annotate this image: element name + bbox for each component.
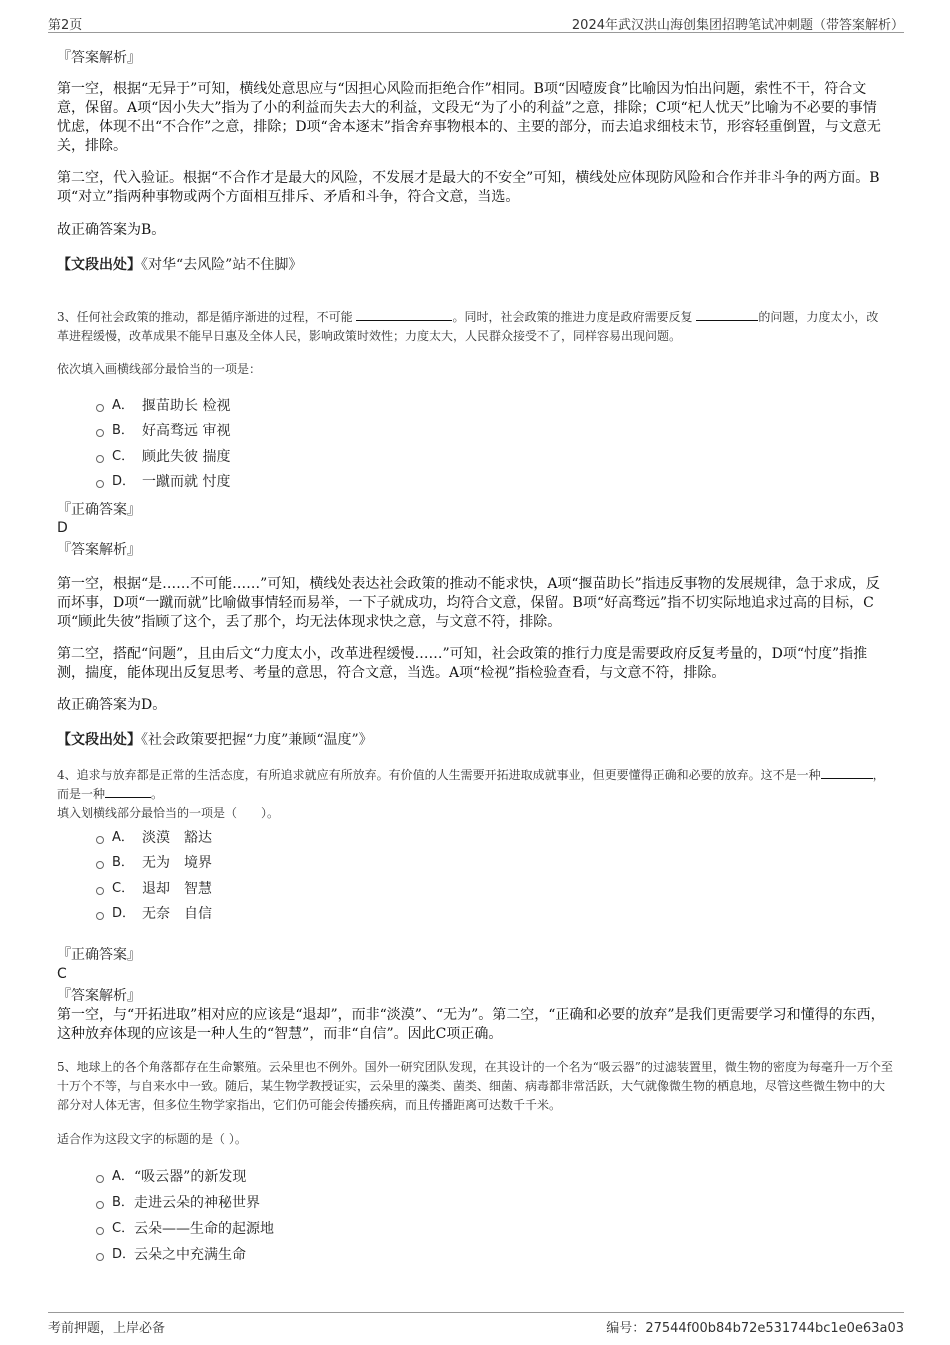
source-title: 《社会政策要把握“力度”兼顾“温度”》 [141,732,373,748]
q2-explain-p1: 第一空，根据“无异于”可知，横线处意思应与“因担心风险而拒绝合作”相同。B项“因噎废食”比喻因为怕出问题，索性不干，符合文意，保留。A项“因小失大”指为了小的利益而失去大的利益，文段无“为了小的利益”之意，排除；C项“杞人忧天”比喻为不必要的事情忧虑，体现不出“不合作”之意，排除；D项“舍本逐末”指舍弃事物根本的、主要的部分，而去追求细枝末节，形容轻重倒置，与文意无关，排除。 [57,81,881,154]
q4-option-b[interactable]: B． 无为 境界 [96,852,212,874]
q5-option-c[interactable]: C． 云朵——生命的起源地 [96,1218,274,1240]
radio-icon[interactable] [96,887,104,895]
q5-stem: 5、地球上的各个角落都存在生命繁殖。云朵里也不例外。国外一研究团队发现，在其设计的一个名为“吸云器”的过滤装置里，微生物的密度为每毫升一万个至十万个不等，与自来水中一致。随后，某生物学教授证实，云朵里的藻类、菌类、细菌、病毒都非常活跃，大气就像微生物的栖息地，尽管这些微生物中的大部分对人体无害，但多位生物学家指出，它们仍可能会传播疾病，而且传播距离可达数千千米。 [57,1060,893,1112]
blank-line [696,309,758,321]
q3-option-a[interactable]: A． 揠苗助长 检视 [96,395,230,417]
radio-icon[interactable] [96,1175,104,1183]
q3-source [57,731,885,750]
footer-slogan: 考前押题，上岸必备 [48,1321,166,1336]
radio-icon[interactable] [96,1253,104,1261]
q3-conclusion: 故正确答案为D。 [57,697,167,713]
q4-option-a[interactable]: A． 淡漠 豁达 [96,827,212,849]
q4-explain-p1: 第一空，与“开拓进取”相对应的应该是“退却”，而非“淡漠”、“无为”。第二空，“正确和必要的放弃”是我们更需要学习和懂得的东西，这种放弃体现的应该是一种人生的“智慧”，而非“自信”。因此C项正确。 [57,1007,885,1042]
blank-line [821,767,873,779]
document-code: 编号：27544f00b84b72e531744bc1e0e63a03 [606,1321,904,1336]
radio-icon[interactable] [96,404,104,412]
q3-explain-p2: 第二空，搭配“问题”，且由后文“力度太小，改革进程缓慢……”可知，社会政策的推行力度是需要政府反复考量的，D项“忖度”指推测，揣度，能体现出反复思考、考量的意思，符合文意，当选。A项“检视”指检验查看，与文意不符，排除。 [57,646,868,681]
q4-option-c[interactable]: C． 退却 智慧 [96,878,212,900]
radio-icon[interactable] [96,1201,104,1209]
q5-prompt: 适合作为这段文字的标题的是（ ）。 [57,1132,247,1146]
blank-line [356,309,452,321]
q3-explain-p1: 第一空，根据“是……不可能……”可知，横线处表达社会政策的推动不能求快，A项“揠苗助长”指违反事物的发展规律，急于求成，反而坏事，D项“一蹴而就”比喻做事情轻而易举，一下子就成功，均符合文意，保留。B项“好高骛远”指不切实际地追求过高的目标，C项“顾此失彼”指顾了这个，丢了那个，均无法体现求快之意，与文意不符，排除。 [57,576,880,630]
q2-explain-p2: 第二空，代入验证。根据“不合作才是最大的风险，不发展才是最大的不安全”可知，横线处应体现防风险和合作并非斗争的两方面。B项“对立”指两种事物或两个方面相互排斥、矛盾和斗争，符合文意，当选。 [57,170,880,205]
q3-option-b[interactable]: B． 好高骛远 审视 [96,420,230,442]
q3-stem: 3、任何社会政策的推动，都是循序渐进的过程，不可能 。同时，社会政策的推进力度是政府需要反复 的问题，力度太小，改革进程缓慢，改革成果不能早日惠及全体人民，影响政策时效性；力度太大，人民群众接受不了，同样容易出现问题。 [57,310,879,343]
q2-conclusion: 故正确答案为B。 [57,222,166,238]
q5-option-d[interactable]: D． 云朵之中充满生命 [96,1244,246,1266]
q4-option-d[interactable]: D． 无奈 自信 [96,903,212,925]
q4-answer: C [57,966,67,982]
q3-option-d[interactable]: D． 一蹴而就 忖度 [96,471,230,493]
radio-icon[interactable] [96,861,104,869]
page-footer [48,1312,904,1335]
q2-explain-label: 『答案解析』 [57,50,141,66]
radio-icon[interactable] [96,1227,104,1235]
radio-icon[interactable] [96,836,104,844]
q3-answer-label: 『正确答案』 [57,502,141,518]
q4-prompt: 填入划横线部分最恰当的一项是（ ）。 [57,806,280,820]
document-title: 2024年武汉洪山海创集团招聘笔试冲刺题（带答案解析） [571,18,904,33]
q4-stem: 4、追求与放弃都是正常的生活态度，有所追求就应有所放弃。有价值的人生需要开拓进取成就事业，但更要懂得正确和必要的放弃。这不是一种 ，而是一种 。 [57,768,885,801]
q3-explain-label: 『答案解析』 [57,542,141,558]
q2-source [57,256,885,275]
q3-option-c[interactable]: C． 顾此失彼 揣度 [96,446,230,468]
source-tag: 【文段出处】 [57,732,141,748]
radio-icon[interactable] [96,429,104,437]
q5-option-a[interactable]: A． “吸云器”的新发现 [96,1166,246,1188]
q5-option-b[interactable]: B． 走进云朵的神秘世界 [96,1192,260,1214]
page-header [48,12,904,33]
radio-icon[interactable] [96,455,104,463]
blank-line [105,786,151,798]
radio-icon[interactable] [96,912,104,920]
source-tag: 【文段出处】 [57,257,141,273]
q3-prompt: 依次填入画横线部分最恰当的一项是： [57,362,262,376]
q4-explain-label: 『答案解析』 [57,988,141,1004]
page-number: 第2页 [48,18,83,33]
radio-icon[interactable] [96,480,104,488]
source-title: 《对华“去风险”站不住脚》 [141,257,303,273]
q4-answer-label: 『正确答案』 [57,947,141,963]
q3-answer: D [57,520,68,536]
